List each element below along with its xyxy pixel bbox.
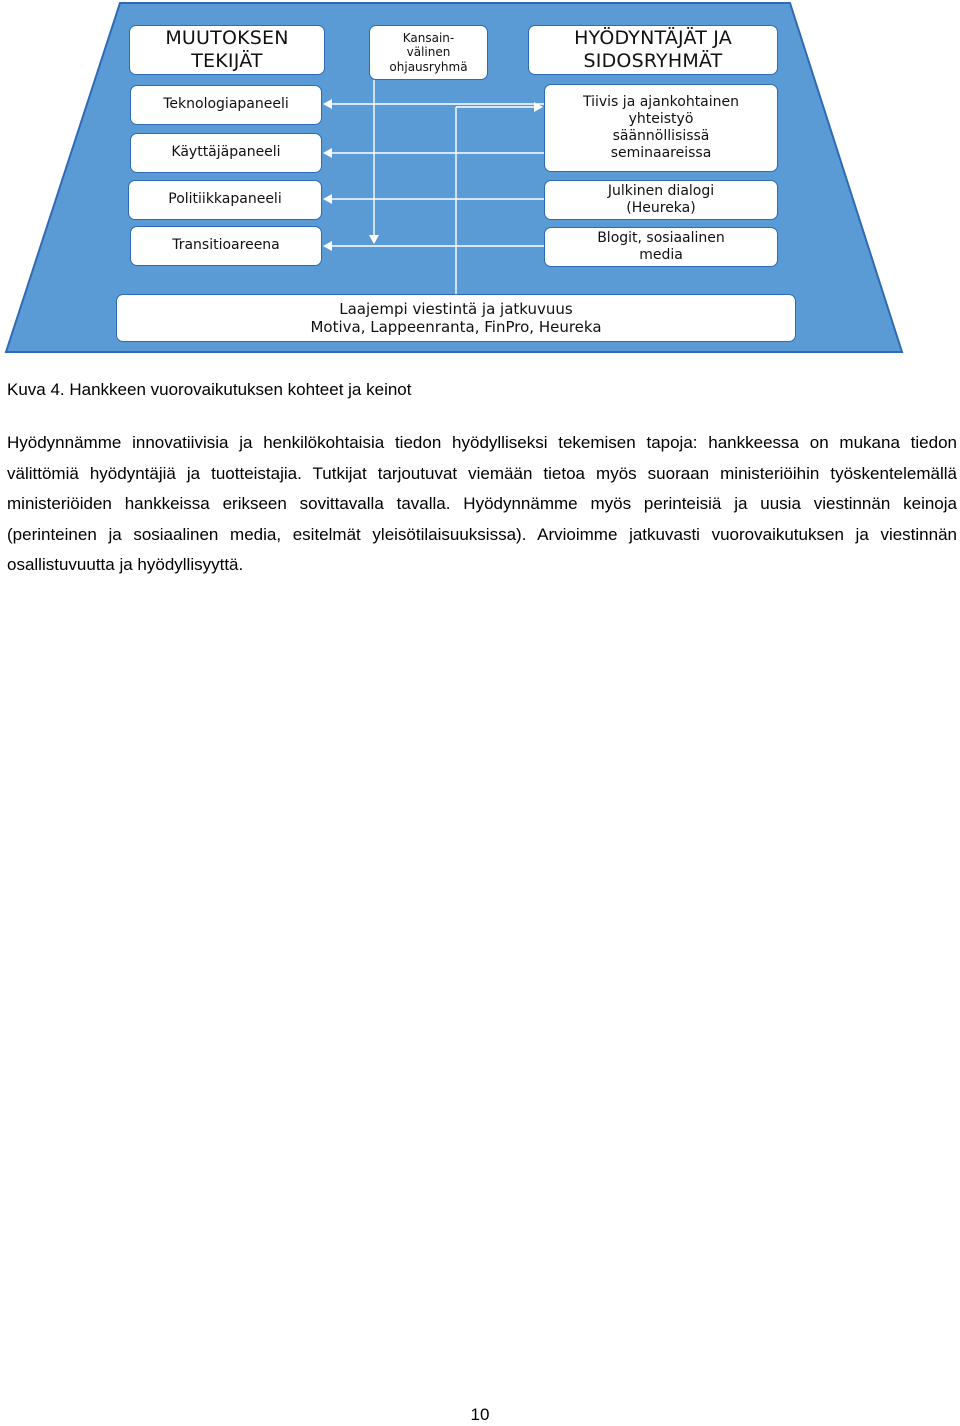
figure-caption: Kuva 4. Hankkeen vuorovaikutuksen kohteet ja keinot [7, 380, 412, 399]
user-panel-box: Käyttäjäpaneeli [130, 133, 322, 173]
change-makers-header: MUUTOKSEN TEKIJÄT [129, 25, 325, 75]
public-dialogue-box: Julkinen dialogi (Heureka) [544, 180, 778, 220]
wider-communication-box: Laajempi viestintä ja jatkuvuus Motiva, Lappeenranta, FinPro, Heureka [116, 294, 796, 342]
body-text: Hyödynnämme innovatiivisia ja henkilökohtaisia tiedon hyödylliseksi tekemisen tapoja: hankkeessa on mukana tiedon välittömiä hyödyntäjiä ja tuotteistajia. Tutkijat tarjoutuvat viemään tietoa myös suoraan ministeriöihin työskentelemällä ministeriöiden hankkeissa erikseen sovittavalla tavalla. Hyödynnämme myös perinteisiä ja uusia viestinnän keinoja (perinteinen ja sosiaalinen media, esitelmät yleisötilaisuuksissa). Arvioimme jatkuvasti vuorovaikutuksen ja viestinnän osallistuvuutta ja hyödyllisyyttä. [7, 433, 957, 575]
steering-group-box: Kansain- välinen ohjausryhmä [369, 25, 488, 80]
transition-arena-box: Transitioareena [130, 226, 322, 266]
blogs-social-media-box: Blogit, sosiaalinen media [544, 227, 778, 267]
interaction-diagram [0, 0, 960, 360]
stakeholders-header: HYÖDYNTÄJÄT JA SIDOSRYHMÄT [528, 25, 778, 75]
seminar-cooperation-box: Tiivis ja ajankohtainen yhteistyö säännöllisissä seminaareissa [544, 84, 778, 172]
page-number: 10 [470, 1405, 490, 1424]
body-paragraph [7, 428, 957, 581]
technology-panel-box: Teknologiapaneeli [130, 85, 322, 125]
policy-panel-box: Politiikkapaneeli [128, 180, 322, 220]
